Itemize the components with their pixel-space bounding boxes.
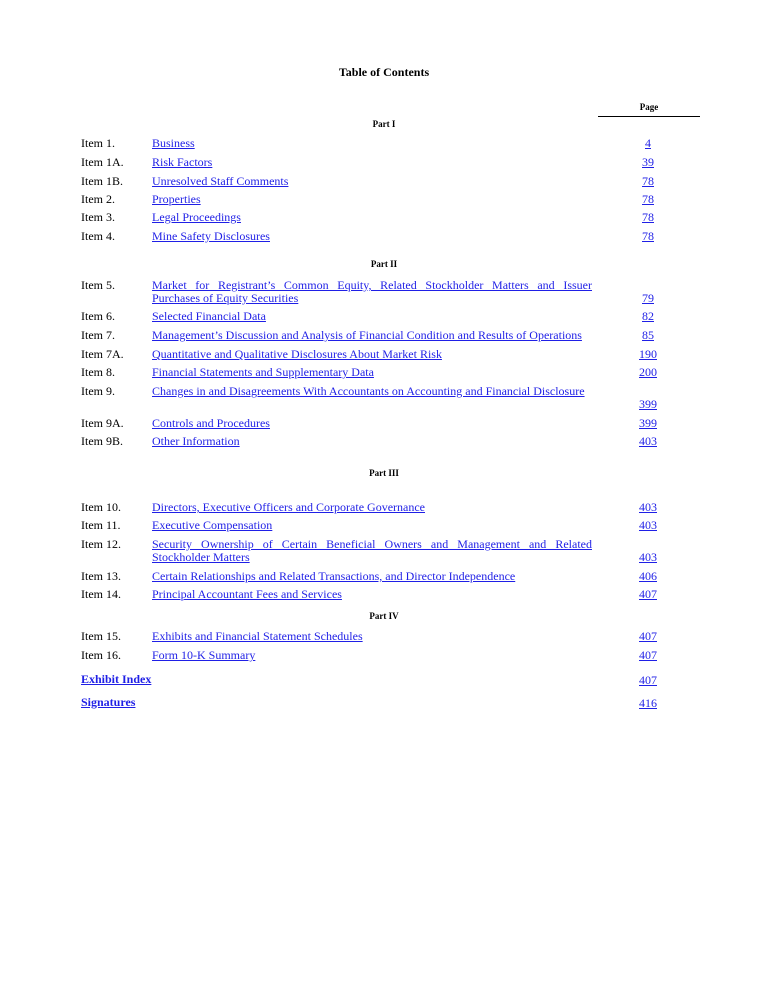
part-heading: Part II [370,259,398,269]
item-number: Item 16. [81,648,121,662]
toc-link[interactable]: Changes in and Disagreements With Accountants on Accounting and Financial Disclosure [152,384,585,398]
item-number: Item 8. [81,365,115,379]
part-heading: Part I [372,119,396,129]
page-column-header: Page [639,102,659,112]
page-number-link[interactable]: 78 [642,229,654,243]
toc-link-signatures[interactable]: Signatures [81,695,136,709]
item-number: Item 2. [81,192,115,206]
toc-link[interactable]: Selected Financial Data [152,309,266,323]
item-number: Item 9. [81,384,115,398]
toc-link[interactable]: Business [152,136,195,150]
page-number-link[interactable]: 78 [642,192,654,206]
item-number: Item 7A. [81,347,124,361]
page-number-link[interactable]: 399 [639,416,657,430]
item-number: Item 3. [81,210,115,224]
item-number: Item 1B. [81,174,123,188]
toc-link[interactable]: Certain Relationships and Related Transactions, and Director Independence [152,569,516,583]
item-number: Item 6. [81,309,115,323]
toc-link[interactable]: Controls and Procedures [152,416,270,430]
page-number-link[interactable]: 200 [639,365,657,379]
toc-link[interactable]: Risk Factors [152,155,213,169]
page-number-link[interactable]: 403 [639,500,657,514]
page-number-link[interactable]: 407 [639,648,657,662]
toc-link[interactable]: Form 10-K Summary [152,648,256,662]
item-number: Item 1. [81,136,115,150]
page-number-link[interactable]: 403 [639,518,657,532]
toc-link[interactable]: Properties [152,192,201,206]
page-number-link[interactable]: 403 [639,550,657,564]
toc-link[interactable]: Directors, Executive Officers and Corporate Governance [152,500,425,514]
toc-link[interactable]: Executive Compensation [152,518,273,532]
document-title: Table of Contents [338,65,430,79]
part-heading: Part III [369,468,399,478]
page-number-link[interactable]: 85 [642,328,654,342]
item-number: Item 10. [81,500,121,514]
item-number: Item 1A. [81,155,124,169]
item-number: Item 15. [81,629,121,643]
page-number-link[interactable]: 407 [639,587,657,601]
toc-link[interactable]: Other Information [152,434,240,448]
item-number: Item 13. [81,569,121,583]
toc-link[interactable]: Principal Accountant Fees and Services [152,587,342,601]
page-number-link[interactable]: 416 [639,696,657,710]
page-number-link[interactable]: 82 [642,309,654,323]
toc-link[interactable]: Exhibits and Financial Statement Schedules [152,629,363,643]
page-number-link[interactable]: 78 [642,174,654,188]
page-number-link[interactable]: 190 [639,347,657,361]
page-number-link[interactable]: 407 [639,673,657,687]
toc-link[interactable]: Mine Safety Disclosures [152,229,270,243]
item-number: Item 14. [81,587,121,601]
item-number: Item 5. [81,278,115,292]
page-column-rule [598,116,700,117]
page-number-link[interactable]: 79 [642,291,654,305]
toc-link[interactable]: Legal Proceedings [152,210,241,224]
toc-link[interactable]: Management’s Discussion and Analysis of Financial Condition and Results of Operations [152,328,582,342]
item-number: Item 7. [81,328,115,342]
toc-link[interactable]: Quantitative and Qualitative Disclosures About Market Risk [152,347,442,361]
page-number-link[interactable]: 403 [639,434,657,448]
item-number: Item 4. [81,229,115,243]
part-heading: Part IV [369,611,399,621]
toc-link-exhibit-index[interactable]: Exhibit Index [81,672,152,686]
page-number-link[interactable]: 4 [645,136,651,150]
page-number-link[interactable]: 406 [639,569,657,583]
item-number: Item 9A. [81,416,124,430]
item-number: Item 9B. [81,434,123,448]
page-number-link[interactable]: 399 [639,397,657,411]
toc-link[interactable]: Financial Statements and Supplementary Data [152,365,374,379]
page-number-link[interactable]: 39 [642,155,654,169]
toc-link[interactable]: Security Ownership of Certain Beneficial Owners and Management and Related Stockholder Matters [152,537,592,564]
toc-link[interactable]: Unresolved Staff Comments [152,174,289,188]
page-number-link[interactable]: 78 [642,210,654,224]
toc-link[interactable]: Market for Registrant’s Common Equity, Related Stockholder Matters and Issuer Purchases of Equity Securities [152,278,592,305]
item-number: Item 11. [81,518,121,532]
item-number: Item 12. [81,537,121,551]
page-number-link[interactable]: 407 [639,629,657,643]
